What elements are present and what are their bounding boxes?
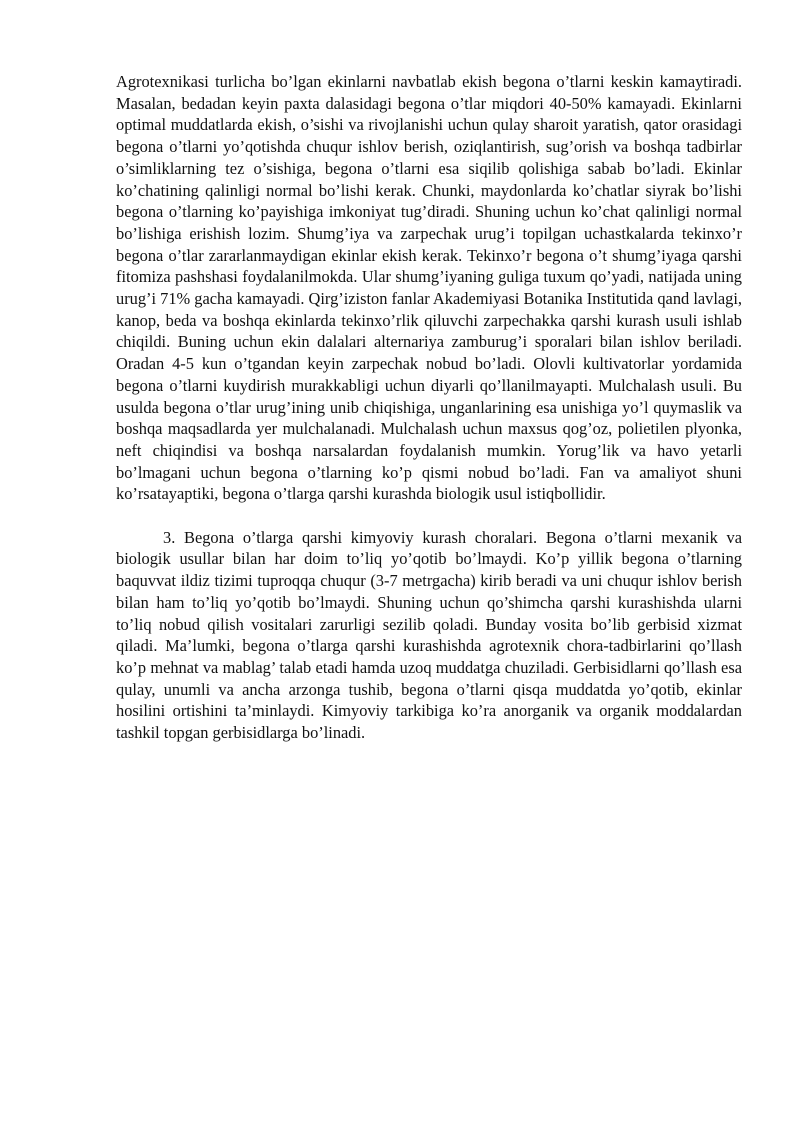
paragraph-chemical-control: 3. Begona o’tlarga qarshi kimyoviy kurash choralari. Begona o’tlarni mexanik va biologik usullar bilan har doim to’liq yo’qotib bo’lmaydi. Ko’p yillik begona o’tlarning baquvvat ildiz tizimi tuproqqa chuqur (3-7 metrgacha) kirib beradi va uni chuqur ishlov berish bilan ham to’liq yo’qotib bo’lmaydi. Shuning uchun qo’shimcha qarshi kurashishda ularni to’liq nobud qilish vositalari zarurligi sezilib qoladi. Bunday vosita bo’lib gerbisid xizmat qiladi. Ma’lumki, begona o’tlarga qarshi kurashishda agrotexnik chora-tadbirlarini qo’llash ko’p mehnat va mablag’ talab etadi hamda uzoq muddatga chuziladi. Gerbisidlarni qo’llash esa qulay, unumli va ancha arzonga tushib, begona o’tlarni qisqa muddatda yo’qotib, ekinlar hosilini ortishini ta’minlaydi. Kimyoviy tarkibiga ko’ra anorganik va organik moddalardan tashkil topgan gerbisidlarga bo’linadi. [116,527,742,743]
document-body [116,71,742,744]
paragraph-biological-methods: Agrotexnikasi turlicha bo’lgan ekinlarni navbatlab ekish begona o’tlarni keskin kamaytiradi. Masalan, bedadan keyin paxta dalasidagi begona o’tlar miqdori 40-50% kamayadi. Ekinlarni optimal muddatlarda ekish, o’sishi va rivojlanishi uchun qulay sharoit yaratish, qator orasidagi begona o’tlarni yo’qotishda chuqur ishlov berish, oziqlantirish, sug’orish va boshqa tadbirlar o’simliklarning tez o’sishiga, begona o’tlarni esa siqilib qolishiga sabab bo’ladi. Ekinlar ko’chatining qalinligi normal bo’lishi kerak. Chunki, maydonlarda ko’chatlar siyrak bo’lishi begona o’tlarning ko’payishiga imkoniyat tug’diradi. Shuning uchun ko’chat qalinligi normal bo’lishiga erishish lozim. Shumg’iya va zarpechak urug’i topilgan uchastkalarda tekinxo’r begona o’tlar zararlanmaydigan ekinlar ekish kerak. Tekinxo’r begona o’t shumg’iyaga qarshi fitomiza pashshasi foydalanilmokda. Ular shumg’iyaning guliga tuxum qo’yadi, natijada uning urug’i 71% gacha kamayadi. Qirg’iziston fanlar Akademiyasi Botanika Institutida qand lavlagi, kanop, beda va boshqa ekinlarda tekinxo’rlik qiluvchi zarpechakka qarshi kurash usuli ishlab chiqildi. Buning uchun ekin dalalari alternariya zamburug’i sporalari bilan ishlov beriladi. Oradan 4-5 kun o’tgandan keyin zarpechak nobud bo’ladi. Olovli kultivatorlar yordamida begona o’tlarni kuydirish murakkabligi uchun diyarli qo’llanilmayapti. Mulchalash usuli. Bu usulda begona o’tlar urug’ining unib chiqishiga, unganlarining esa unishiga yo’l quymaslik va boshqa maqsadlarda yer mulchalanadi. Mulchalash uchun maxsus qog’oz, polietilen plyonka, neft chiqindisi va boshqa narsalardan foydalanish mumkin. Yorug’lik va havo yetarli bo’lmagani uchun begona o’tlarning ko’p qismi nobud bo’ladi. Fan va amaliyot shuni ko’rsatayaptiki, begona o’tlarga qarshi kurashda biologik usul istiqbollidir. [116,72,743,504]
